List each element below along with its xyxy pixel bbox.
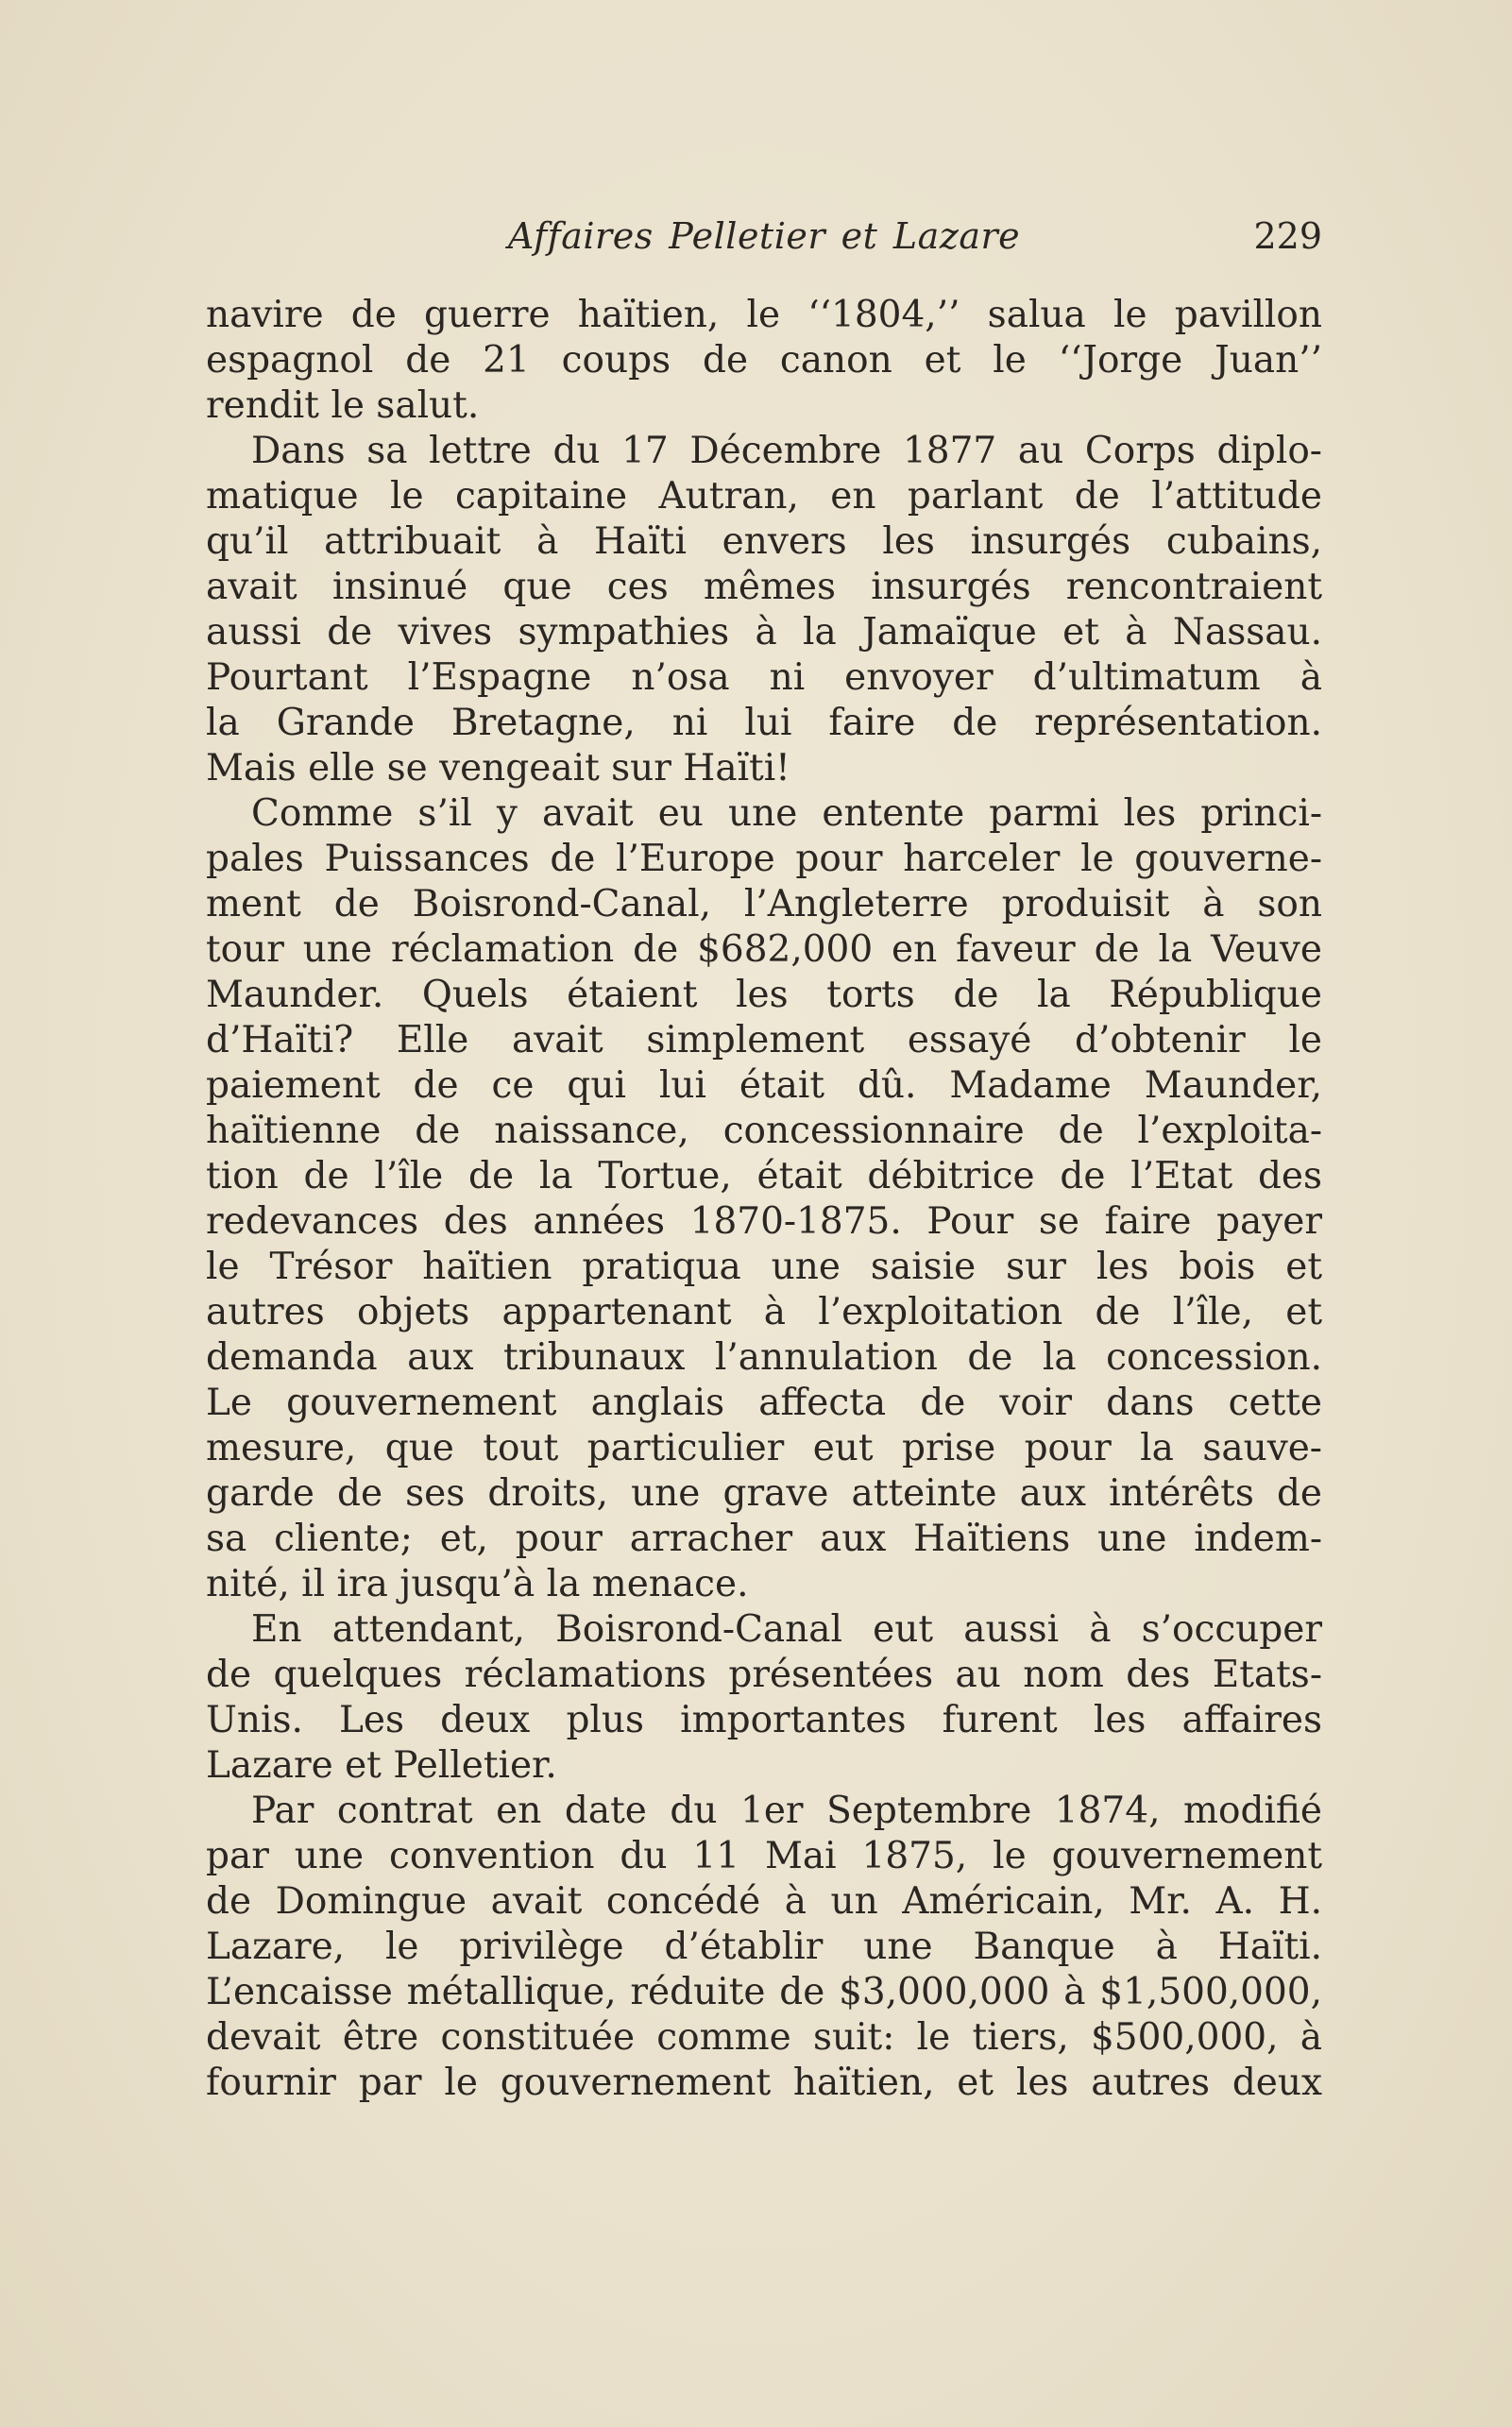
text-line: aussi de vives sympathies à la Jamaïque et à Nassau. [206, 611, 1322, 653]
text-line: qu’il attribuait à Haïti envers les insurgés cubains, [206, 520, 1322, 563]
text-line: En attendant, Boisrond-Canal eut aussi à s’occuper [251, 1608, 1322, 1651]
text-line: autres objets appartenant à l’exploitation de l’île, et [206, 1291, 1322, 1333]
paragraph-5 [206, 1789, 1322, 2106]
text-line: sa cliente; et, pour arracher aux Haïtiens une indem- [206, 1518, 1322, 1560]
page-number: 229 [1253, 215, 1322, 257]
text-line: d’Haïti? Elle avait simplement essayé d’obtenir le [206, 1019, 1322, 1061]
text-line: haïtienne de naissance, concessionnaire de l’exploita- [206, 1110, 1322, 1152]
text-line: Lazare et Pelletier. [206, 1744, 557, 1787]
text-line: Le gouvernement anglais affecta de voir dans cette [206, 1382, 1322, 1424]
text-line: le Trésor haïtien pratiqua une saisie sur les bois et [206, 1246, 1322, 1288]
text-line: Maunder. Quels étaient les torts de la République [206, 974, 1322, 1016]
text-line: L’encaisse métallique, réduite de $3,000,000 à $1,500,000, [206, 1971, 1322, 2013]
text-line: la Grande Bretagne, ni lui faire de représentation. [206, 702, 1322, 744]
running-header [206, 215, 1322, 272]
text-line: espagnol de 21 coups de canon et le ‘‘Jorge Juan’’ [206, 339, 1322, 382]
text-line: par une convention du 11 Mai 1875, le gouvernement [206, 1835, 1322, 1877]
text-line: demanda aux tribunaux l’annulation de la concession. [206, 1336, 1322, 1379]
paragraph-3 [206, 791, 1322, 1607]
text-line: pales Puissances de l’Europe pour harceler le gouverne- [206, 838, 1322, 880]
text-line: mesure, que tout particulier eut prise pour la sauve- [206, 1427, 1322, 1469]
body-text [206, 293, 1322, 2106]
text-line: navire de guerre haïtien, le ‘‘1804,’’ salua le pavillon [206, 294, 1322, 336]
text-line: de quelques réclamations présentées au nom des Etats- [206, 1654, 1322, 1696]
paragraph-2 [206, 429, 1322, 791]
running-title: Affaires Pelletier et Lazare [507, 215, 1021, 257]
text-line: Mais elle se vengeait sur Haïti! [206, 747, 790, 789]
text-line: tion de l’île de la Tortue, était débitrice de l’Etat des [206, 1155, 1322, 1197]
text-line: Dans sa lettre du 17 Décembre 1877 au Corps diplo- [251, 430, 1322, 472]
paragraph-4 [206, 1607, 1322, 1789]
text-line: redevances des années 1870-1875. Pour se faire payer [206, 1200, 1322, 1243]
text-line: de Domingue avait concédé à un Américain, Mr. A. H. [206, 1880, 1322, 1923]
text-line: Unis. Les deux plus importantes furent les affaires [206, 1699, 1322, 1741]
text-line: Par contrat en date du 1er Septembre 1874, modifié [251, 1790, 1322, 1832]
text-line: Lazare, le privilège d’établir une Banque à Haïti. [206, 1926, 1322, 1968]
text-line: fournir par le gouvernement haïtien, et les autres deux [206, 2062, 1322, 2104]
paragraph-1 [206, 293, 1322, 429]
text-line: avait insinué que ces mêmes insurgés rencontraient [206, 566, 1322, 608]
text-line: paiement de ce qui lui était dû. Madame Maunder, [206, 1064, 1322, 1107]
text-line: ment de Boisrond-Canal, l’Angleterre produisit à son [206, 883, 1322, 925]
text-line: Pourtant l’Espagne n’osa ni envoyer d’ultimatum à [206, 656, 1322, 699]
text-line: Comme s’il y avait eu une entente parmi les princi- [251, 792, 1322, 835]
text-line: nité, il ira jusqu’à la menace. [206, 1563, 749, 1605]
text-line: rendit le salut. [206, 384, 480, 427]
text-line: devait être constituée comme suit: le tiers, $500,000, à [206, 2016, 1322, 2059]
text-line: tour une réclamation de $682,000 en faveur de la Veuve [206, 928, 1322, 971]
text-line: matique le capitaine Autran, en parlant de l’attitude [206, 475, 1322, 518]
text-line: garde de ses droits, une grave atteinte aux intérêts de [206, 1472, 1322, 1515]
